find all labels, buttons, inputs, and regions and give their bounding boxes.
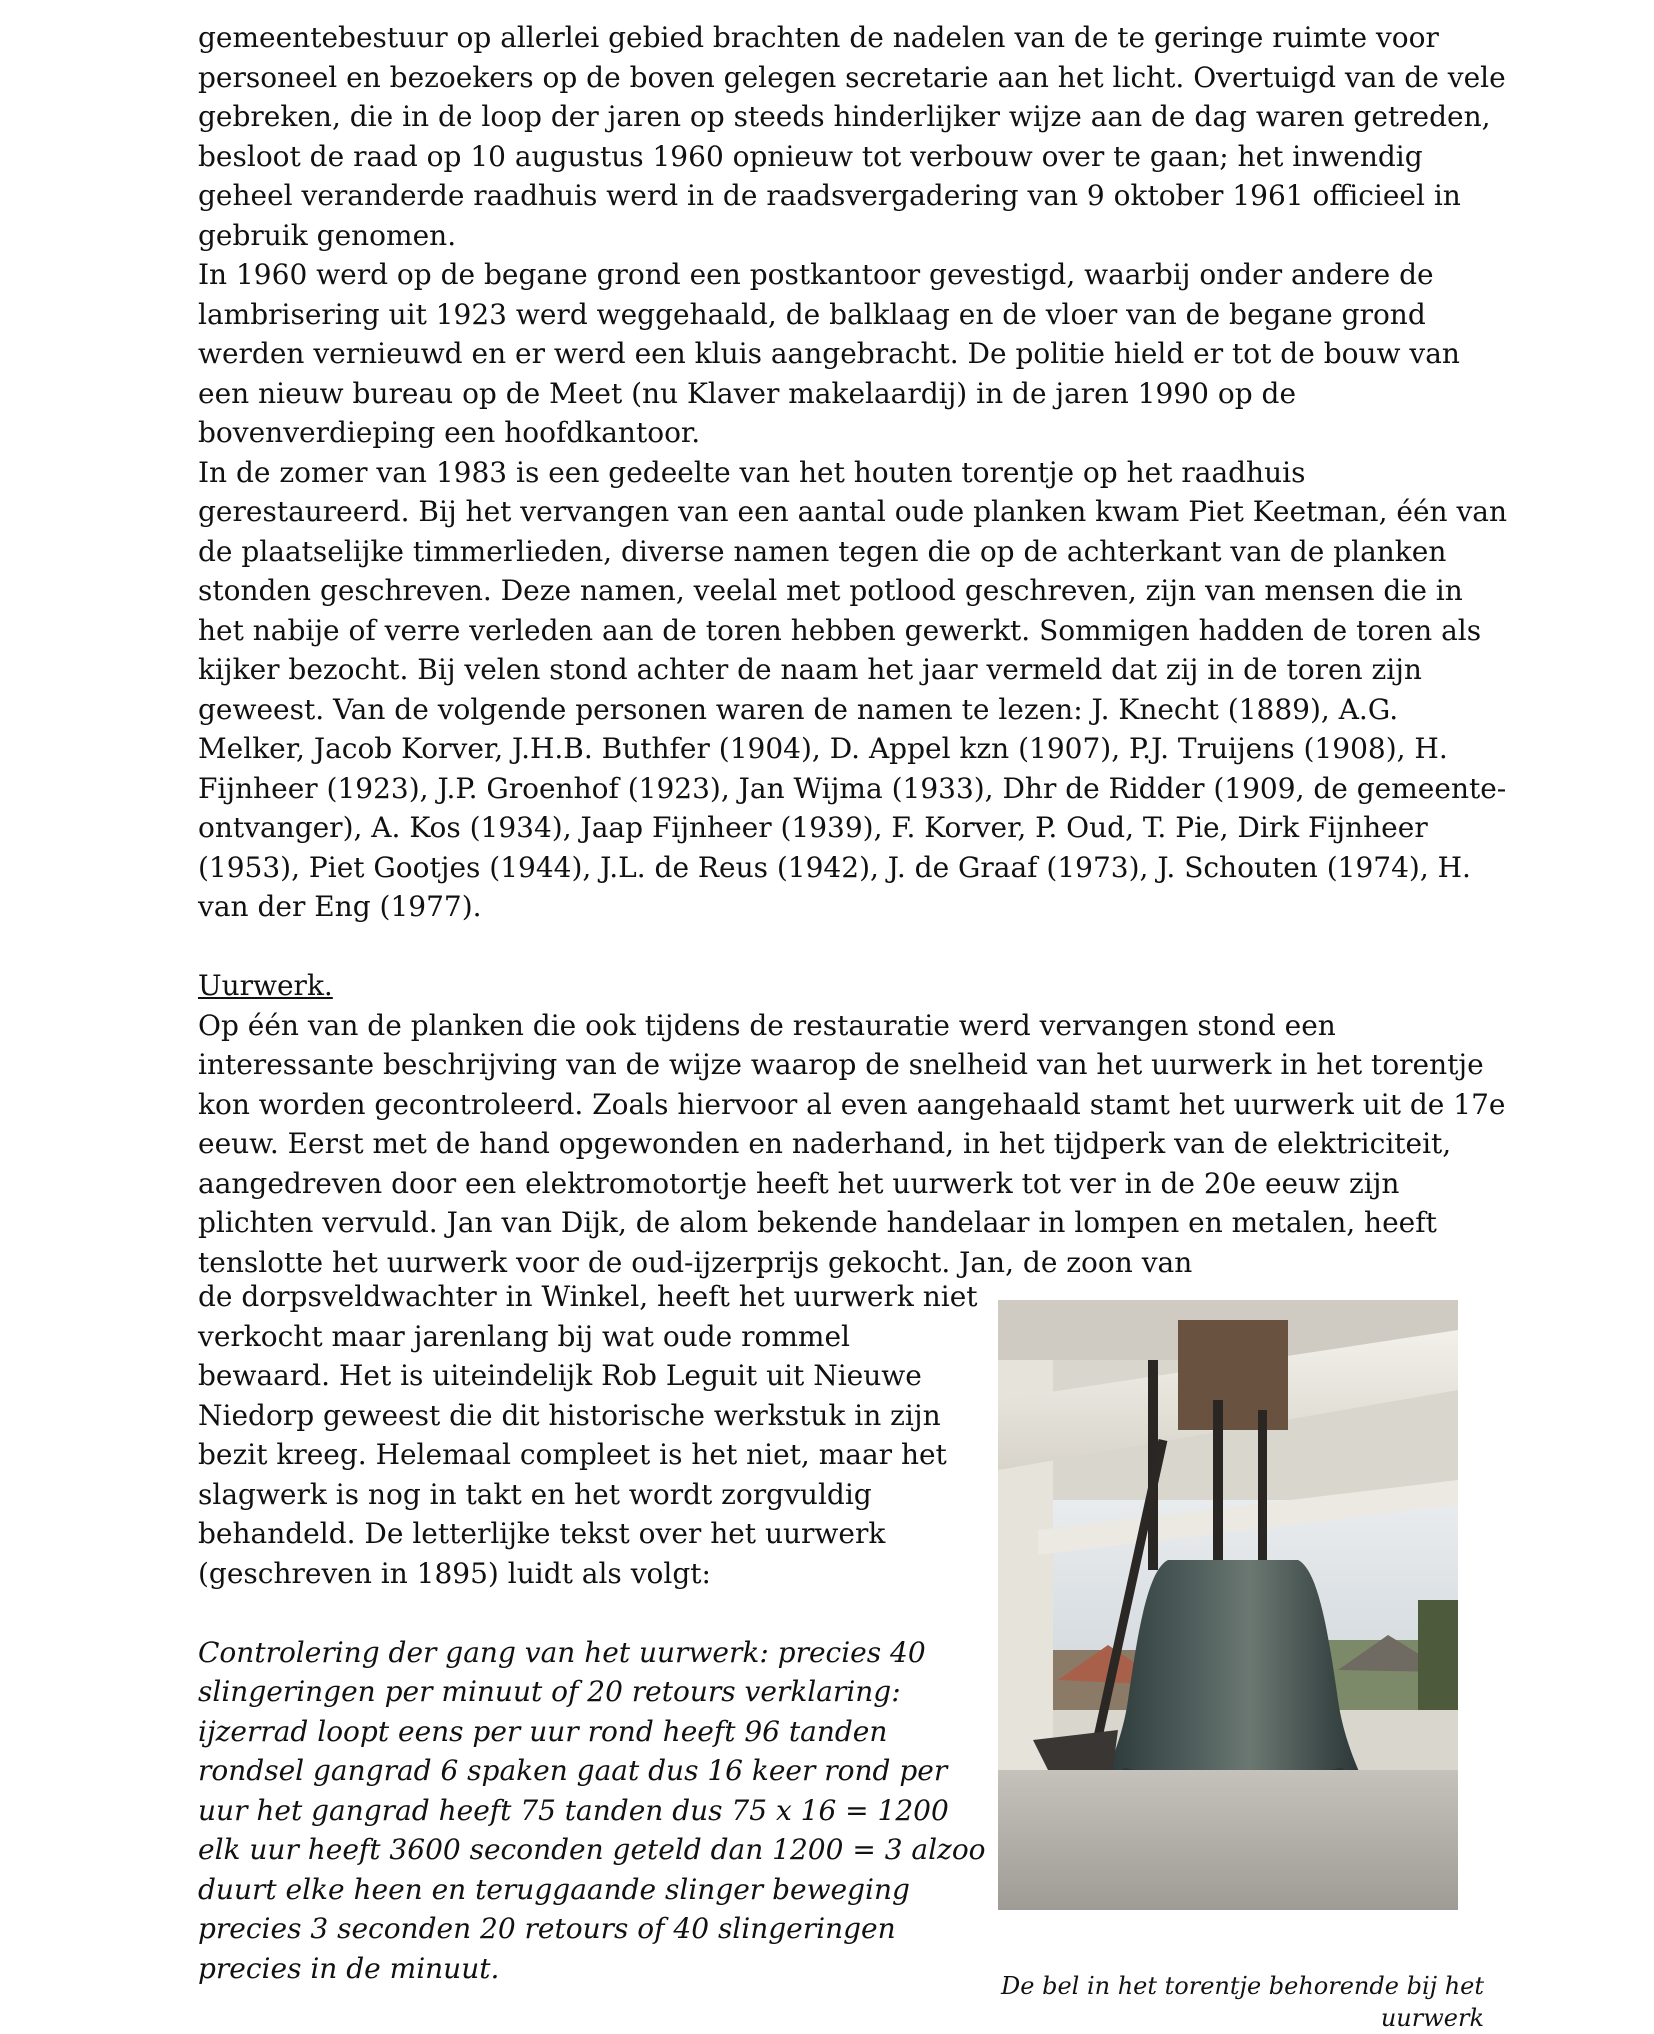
main-text <box>198 18 1508 1282</box>
paragraph-postkantoor: In 1960 werd op de begane grond een postkantoor gevestigd, waarbij onder andere de lambrisering uit 1923 werd weggehaald, de balklaag en de vloer van de begane grond werden vernieuwd en er werd een kluis aangebracht. De politie hield er tot de bouw van een nieuw bureau op de Meet (nu Klaver makelaardij) in de jaren 1990 op de bovenverdieping een hoofdkantoor. <box>198 258 1460 449</box>
paragraph-restauratie: In de zomer van 1983 is een gedeelte van het houten torentje op het raadhuis gerestaureerd. Bij het vervangen van een aantal oude planken kwam Piet Keetman, één van de plaatselijke timmerlieden, diverse namen tegen die op de achterkant van de planken stonden geschreven. Deze namen, veelal met potlood geschreven, zijn van mensen die in het nabije of verre verleden aan de toren hebben gewerkt. Sommigen hadden de toren als kijker bezocht. Bij velen stond achter de naam het jaar vermeld dat zij in de toren zijn geweest. Van de volgende personen waren de namen te lezen: J. Knecht (1889), A.G. Melker, Jacob Korver, J.H.B. Buthfer (1904), D. Appel kzn (1907), P.J. Truijens (1908), H. Fijnheer (1923), J.P. Groenhof (1923), Jan Wijma (1933), Dhr de Ridder (1909, de gemeente-ontvanger), A. Kos (1934), Jaap Fijnheer (1939), F. Korver, P. Oud, T. Pie, Dirk Fijnheer (1953), Piet Gootjes (1944), J.L. de Reus (1942), J. de Graaf (1973), J. Schouten (1974), H. van der Eng (1977). <box>198 455 1507 923</box>
photo-yoke <box>1178 1320 1288 1430</box>
paragraph-verbouw: gemeentebestuur op allerlei gebied brachten de nadelen van de te geringe ruimte voor personeel en bezoekers op de boven gelegen secretarie aan het licht. Overtuigd van de vele gebreken, die in de loop der jaren op steeds hinderlijker wijze aan de dag waren getreden, besloot de raad op 10 augustus 1960 opnieuw tot verbouw over te gaan; het inwendig geheel veranderde raadhuis werd in de raadsvergadering van 9 oktober 1961 officieel in gebruik genomen. <box>198 21 1506 252</box>
photo-tree <box>1418 1600 1458 1710</box>
photo-caption: De bel in het torentje behorende bij het uurwerk <box>1001 1972 1484 2032</box>
section-heading-uurwerk: Uurwerk. <box>198 969 333 1002</box>
bell-photo <box>998 1300 1458 1910</box>
quote-uurwerk-tekst: Controlering der gang van het uurwerk: precies 40 slingeringen per minuut of 20 retours verklaring: ijzerrad loopt eens per uur rond heeft 96 tanden rondsel gangrad 6 spaken gaat dus 16 keer rond per uur het gangrad heeft 75 tanden dus 75 x 16 = 1200 elk uur heeft 3600 seconden geteld dan 1200 = 3 alzoo duurt elke heen en teruggaande slinger beweging precies 3 seconden 20 retours of 40 slingeringen precies in de minuut. <box>198 1635 986 1985</box>
photo-rod-right <box>1258 1410 1267 1580</box>
paragraph-veldwachter: de dorpsveldwachter in Winkel, heeft het uurwerk niet verkocht maar jarenlang bij wat oude rommel bewaard. Het is uiteindelijk Rob Leguit uit Nieuwe Niedorp geweest die dit historische werkstuk in zijn bezit kreeg. Helemaal compleet is het niet, maar het slagwerk is nog in takt en het wordt zorgvuldig behandeld. De letterlijke tekst over het uurwerk (geschreven in 1895) luidt als volgt: <box>198 1280 978 1590</box>
paragraph-spacer <box>198 1593 988 1633</box>
photo-ledge <box>998 1770 1458 1910</box>
paragraph-uurwerk: Op één van de planken die ook tijdens de restauratie werd vervangen stond een interessante beschrijving van de wijze waarop de snelheid van het uurwerk in het torentje kon worden gecontroleerd. Zoals hiervoor al even aangehaald stamt het uurwerk uit de 17e eeuw. Eerst met de hand opgewonden en naderhand, in het tijdperk van de elektriciteit, aangedreven door een elektromotortje heeft het uurwerk tot ver in de 20e eeuw zijn plichten vervuld. Jan van Dijk, de alom bekende handelaar in lompen en metalen, heeft tenslotte het uurwerk voor de oud-ijzerprijs gekocht. Jan, de zoon van <box>198 1008 1506 1279</box>
bell-illustration <box>998 1300 1458 1910</box>
wrapped-text <box>198 1277 988 1988</box>
paragraph-spacer <box>198 927 1508 967</box>
photo-rod-mid <box>1213 1400 1223 1580</box>
